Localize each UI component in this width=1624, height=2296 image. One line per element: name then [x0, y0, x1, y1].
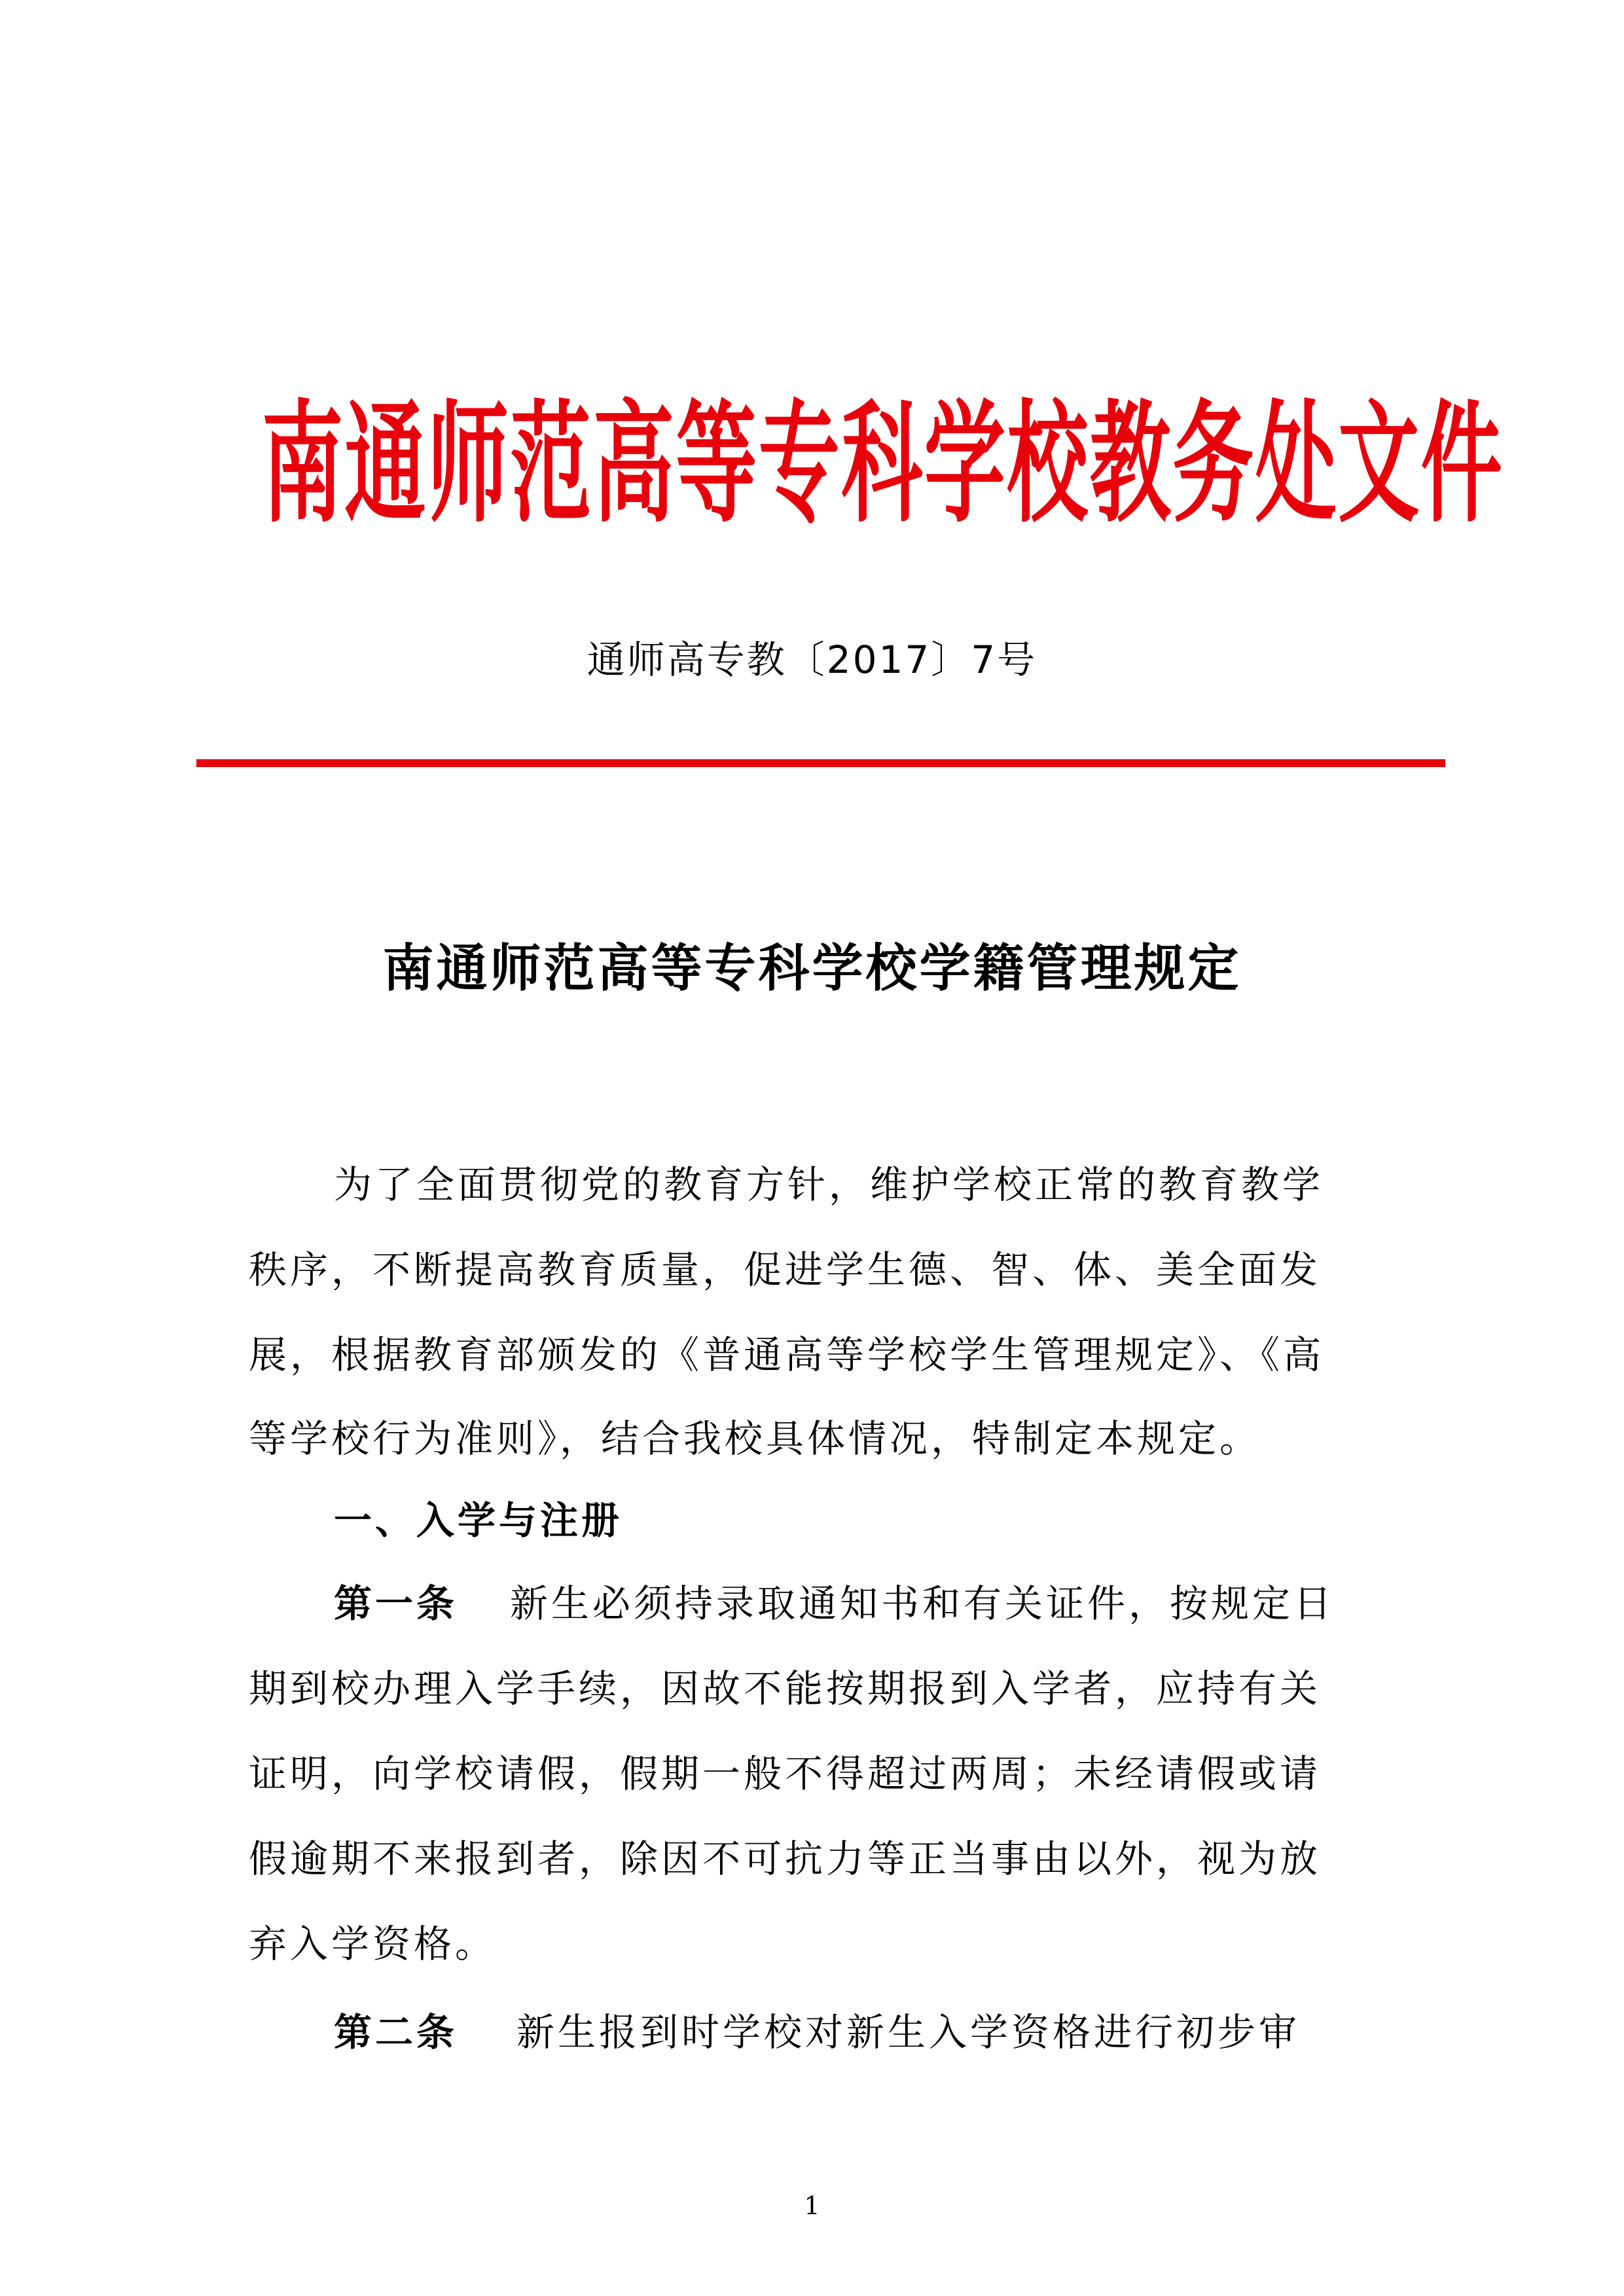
- paragraph-line: 展，根据教育部颁发的《普通高等学校学生管理规定》、《高: [249, 1333, 1325, 1377]
- issuer-header: 南通师范高等专科学校教务处文件: [262, 388, 1504, 541]
- document-number: 通师高专教〔2017〕7号: [586, 637, 1038, 682]
- article-line: [334, 1561, 1335, 1646]
- article-label: 第二条: [334, 2010, 458, 2054]
- paragraph-line: 证明，向学校请假，假期一般不得超过两周；未经请假或请: [249, 1751, 1322, 1796]
- paragraph-line: 弃入学资格。: [249, 1922, 497, 1966]
- paragraph-line: 假逾期不来报到者，除因不可抗力等正当事由以外，视为放: [249, 1837, 1322, 1881]
- article-line: [334, 1990, 1300, 2075]
- paragraph-line: 等学校行为准则》，结合我校具体情况，特制定本规定。: [249, 1416, 1261, 1461]
- document-body: [249, 0, 1504, 2160]
- page-number: 1: [804, 2191, 820, 2220]
- article-text: 新生报到时学校对新生入学资格进行初步审: [516, 2010, 1301, 2054]
- paragraph-line: 期到校办理入学手续，因故不能按期报到入学者，应持有关: [249, 1666, 1322, 1711]
- article-text: 新生必须持录取通知书和有关证件，按规定日: [510, 1581, 1335, 1626]
- section-heading: 一、入学与注册: [334, 1498, 623, 1543]
- paragraph-line: 秩序，不断提高教育质量，促进学生德、智、体、美全面发: [249, 1247, 1322, 1292]
- document-title: 南通师范高等专科学校学籍管理规定: [382, 939, 1242, 998]
- paragraph-line: 为了全面贯彻党的教育方针，维护学校正常的教育教学: [334, 1162, 1324, 1207]
- article-label: 第一条: [334, 1581, 458, 1626]
